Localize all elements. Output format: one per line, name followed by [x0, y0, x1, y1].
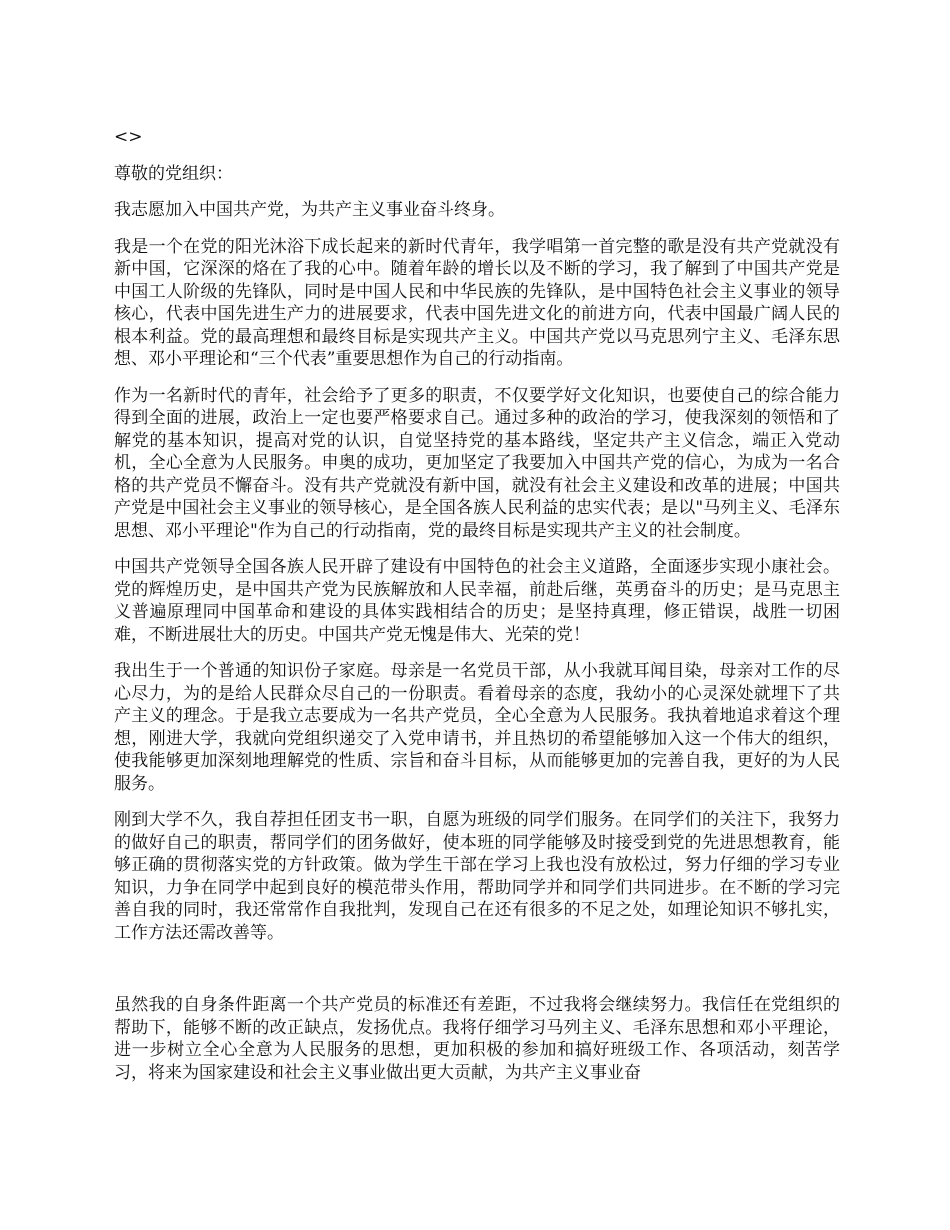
header-mark: <>	[114, 127, 143, 147]
paragraph-family: 我出生于一个普通的知识份子家庭。母亲是一名党员干部，从小我就耳闻目染，母亲对工作的尽心尽力，为的是给人民群众尽自己的一份职责。看着母亲的态度，我幼小的心灵深处就埋下了共产主义的理念。于是我立志要成为一名共产党员，全心全意为人民服务。我执着地追求着这个理想，刚进大学，我就向党组织递交了入党申请书，并且热切的希望能够加入这一个伟大的组织，使我能够更加深刻地理解党的性质、宗旨和奋斗目标，从而能够更加的完善自我，更好的为人民服务。	[114, 661, 840, 794]
document-body	[114, 126, 840, 1098]
paragraph-responsibility: 作为一名新时代的青年，社会给予了更多的职责，不仅要学好文化知识，也要使自己的综合能力得到全面的进展，政治上一定也要严格要求自己。通过多种的政治的学习，使我深刻的领悟和了解党的基本知识，提高对党的认识，自觉坚持党的基本路线，坚定共产主义信念，端正入党动机，全心全意为人民服务。申奥的成功，更加坚定了我要加入中国共产党的信心，为成为一名合格的共产党员不懈奋斗。没有共产党就没有新中国，就没有社会主义建设和改革的进展；中国共产党是中国社会主义事业的领导核心，是全国各族人民利益的忠实代表；是以"马列主义、毛泽东思想、邓小平理论"作为自己的行动指南，党的最终目标是实现共产主义的社会制度。	[114, 385, 840, 541]
paragraph-spacer	[114, 958, 840, 994]
paragraph-party-history: 中国共产党领导全国各族人民开辟了建设有中国特色的社会主义道路，全面逐步实现小康社会。党的辉煌历史，是中国共产党为民族解放和人民幸福，前赴后继，英勇奋斗的历史；是马克思主义普遍原理同中国革命和建设的具体实践相结合的历史；是坚持真理，修正错误，战胜一切困难，不断进展壮大的历史。中国共产党无愧是伟大、光荣的党！	[114, 557, 840, 645]
paragraph-university: 刚到大学不久，我自荐担任团支书一职，自愿为班级的同学们服务。在同学们的关注下，我努力的做好自己的职责，帮同学们的团务做好，使本班的同学能够及时接受到党的先进思想教育，能够正确的贯彻落实党的方针政策。做为学生干部在学习上我也没有放松过，努力仔细的学习专业知识，力争在同学中起到良好的模范带头作用，帮助同学并和同学们共同进步。在不断的学习完善自我的同时，我还常常作自我批判，发现自己在还有很多的不足之处，如理论知识不够扎实，工作方法还需改善等。	[114, 810, 840, 943]
paragraph-upbringing: 我是一个在党的阳光沐浴下成长起来的新时代青年，我学唱第一首完整的歌是没有共产党就没有新中国，它深深的烙在了我的心中。随着年龄的增长以及不断的学习，我了解到了中国共产党是中国工人阶级的先锋队，同时是中国人民和中华民族的先锋队，是中国特色社会主义事业的领导核心，代表中国先进生产力的进展要求，代表中国先进文化的前进方向，代表中国最广阔人民的根本利益。党的最高理想和最终目标是实现共产主义。中国共产党以马克思列宁主义、毛泽东思想、邓小平理论和“三个代表”重要思想作为自己的行动指南。	[114, 236, 840, 369]
paragraph-pledge: 我志愿加入中国共产党，为共产主义事业奋斗终身。	[114, 200, 505, 220]
salutation: 尊敬的党组织：	[114, 163, 233, 184]
paragraph-closing: 虽然我的自身条件距离一个共产党员的标准还有差距，不过我将会继续努力。我信任在党组织的帮助下，能够不断的改正缺点，发扬优点。我将仔细学习马列主义、毛泽东思想和邓小平理论，进一步树立全心全意为人民服务的思想，更加积极的参加和搞好班级工作、各项活动，刻苦学习，将来为国家建设和社会主义事业做出更大贡献，为共产主义事业奋	[114, 995, 840, 1083]
